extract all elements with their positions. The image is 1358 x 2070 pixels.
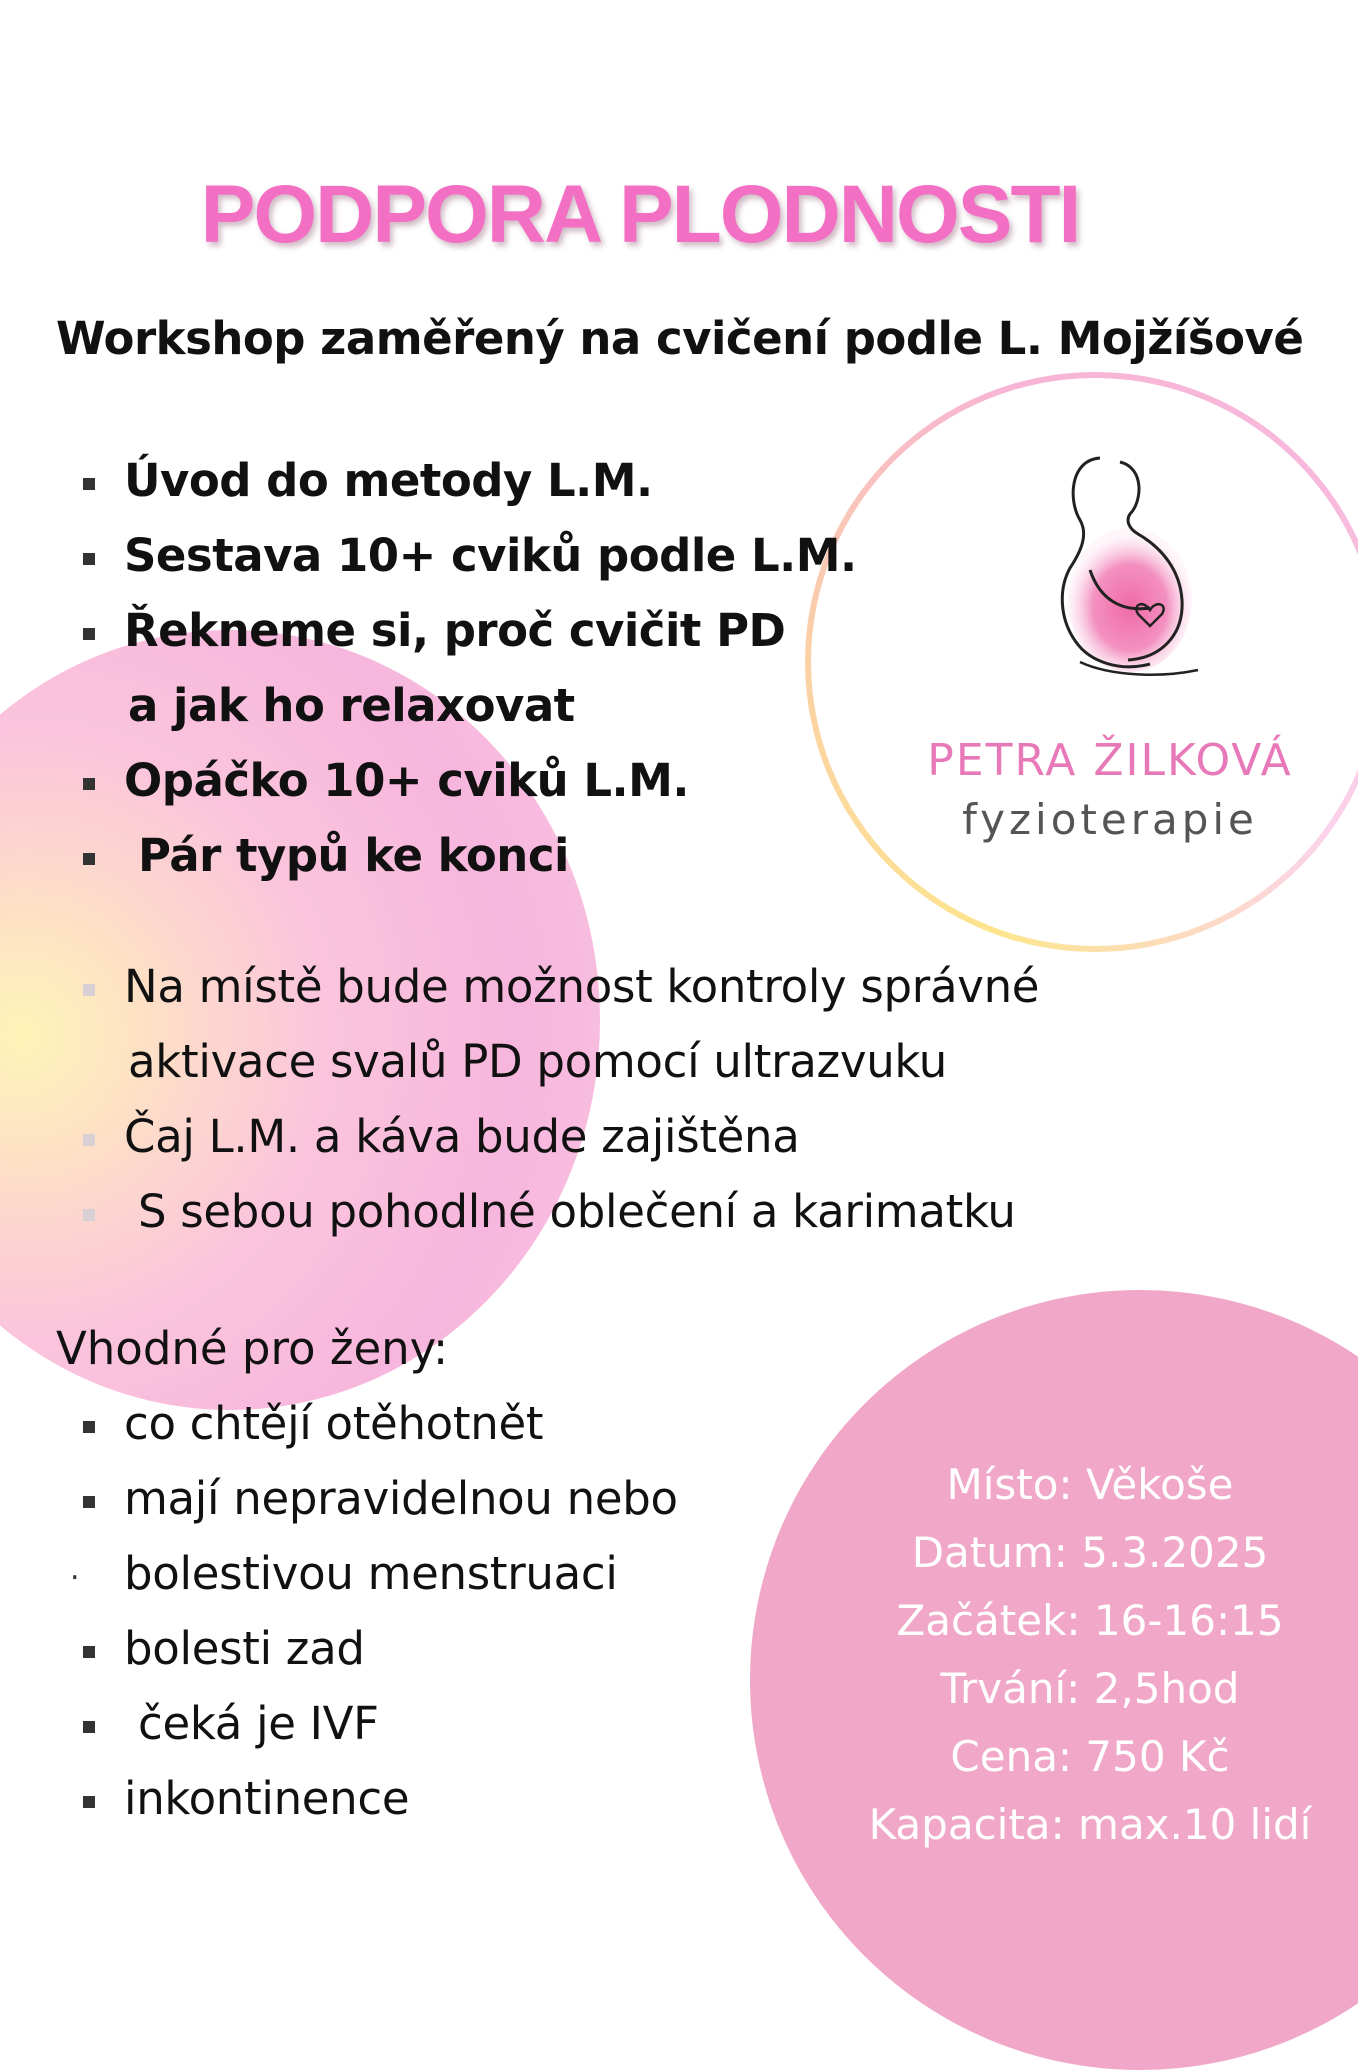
program-item: Opáčko 10+ cviků L.M.	[124, 754, 690, 807]
note-item: Na místě bude možnost kontroly správné	[124, 960, 1040, 1013]
bullet-icon	[83, 984, 95, 996]
suitable-item: inkontinence	[124, 1772, 410, 1825]
note-item-continuation: aktivace svalů PD pomocí ultrazvuku	[128, 1035, 948, 1088]
info-duration: Trvání: 2,5hod	[940, 1664, 1240, 1713]
logo-tagline: fyzioterapie	[962, 795, 1258, 844]
info-capacity: Kapacita: max.10 lidí	[868, 1800, 1312, 1849]
dot-icon: .	[70, 1552, 80, 1587]
program-item: Řekneme si, proč cvičit PD	[124, 604, 786, 657]
workshop-subtitle: Workshop zaměřený na cvičení podle L. Mojžíšové	[56, 312, 1304, 365]
info-date: Datum: 5.3.2025	[911, 1528, 1269, 1577]
suitable-item: bolesti zad	[124, 1622, 365, 1675]
info-price: Cena: 750 Kč	[950, 1732, 1230, 1781]
page-title: PODPORA PLODNOSTI	[200, 169, 1080, 260]
logo-name: PETRA ŽILKOVÁ	[927, 735, 1293, 786]
program-item: Úvod do metody L.M.	[124, 454, 653, 507]
suitable-item: co chtějí otěhotnět	[124, 1397, 544, 1450]
program-item: Pár typů ke konci	[138, 829, 569, 882]
bullet-icon	[83, 1134, 95, 1146]
background-blob-left	[0, 630, 600, 1410]
bullet-icon	[83, 853, 95, 865]
bullet-icon	[83, 628, 95, 640]
bullet-icon	[83, 1496, 95, 1508]
suitable-heading: Vhodné pro ženy:	[56, 1322, 449, 1375]
suitable-item: bolestivou menstruaci	[124, 1547, 618, 1600]
suitable-item: čeká je IVF	[138, 1697, 379, 1750]
bullet-icon	[83, 1796, 95, 1808]
bullet-icon	[83, 778, 95, 790]
pregnant-woman-icon	[1030, 450, 1210, 690]
note-item: S sebou pohodlné oblečení a karimatku	[138, 1185, 1016, 1238]
info-place: Místo: Věkoše	[946, 1460, 1234, 1509]
bullet-icon	[83, 1209, 95, 1221]
bullet-icon	[83, 1421, 95, 1433]
program-item: Sestava 10+ cviků podle L.M.	[124, 529, 857, 582]
bullet-icon	[83, 1721, 95, 1733]
bullet-icon	[83, 478, 95, 490]
bullet-icon	[83, 553, 95, 565]
note-item: Čaj L.M. a káva bude zajištěna	[124, 1110, 800, 1163]
suitable-item: mají nepravidelnou nebo	[124, 1472, 678, 1525]
info-start: Začátek: 16-16:15	[896, 1596, 1284, 1645]
program-item-continuation: a jak ho relaxovat	[128, 679, 575, 732]
bullet-icon	[83, 1646, 95, 1658]
